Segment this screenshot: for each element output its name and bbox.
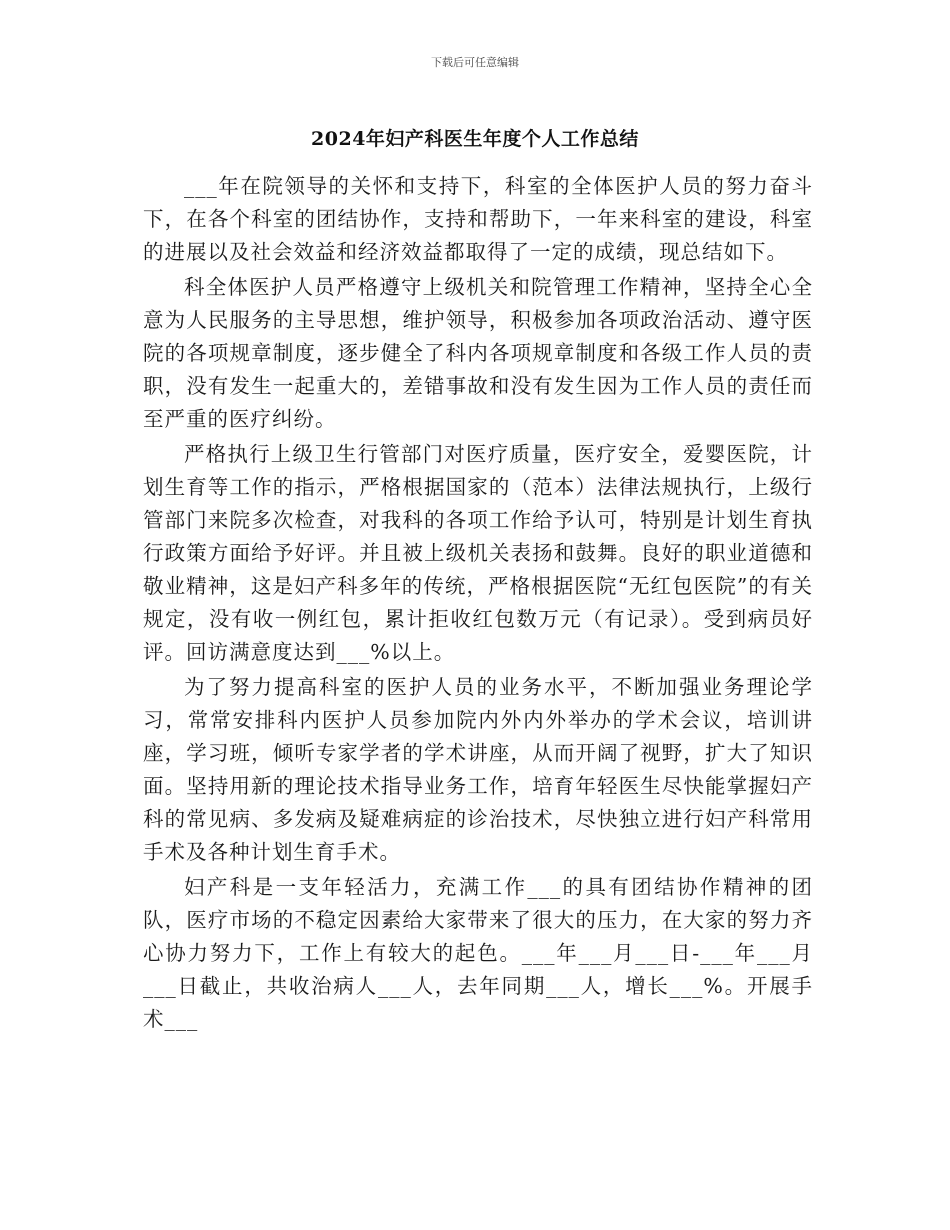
- header-note: 下载后可任意编辑: [431, 56, 519, 69]
- document-title: 2024年妇产科医生年度个人工作总结: [311, 128, 639, 150]
- paragraph: ___年在院领导的关怀和支持下，科室的全体医护人员的努力奋斗下，在各个科室的团结协作，支持和帮助下，一年来科室的建设，科室的进展以及社会效益和经济效益都取得了一定的成绩，现总结如下。: [143, 174, 813, 264]
- paragraph: 妇产科是一支年轻活力，充满工作___的具有团结协作精神的团队，医疗市场的不稳定因素给大家带来了很大的压力，在大家的努力齐心协力努力下，工作上有较大的起色。___年___月___日-___年___月___日截止，共收治病人___人，去年同期___人，增长___%。开展手术___: [143, 875, 813, 1031]
- paragraph: 为了努力提高科室的医护人员的业务水平，不断加强业务理论学习，常常安排科内医护人员参加院内外内外举办的学术会议，培训讲座，学习班，倾听专家学者的学术讲座，从而开阔了视野，扩大了知识面。坚持用新的理论技术指导业务工作，培育年轻医生尽快能掌握妇产科的常见病、多发病及疑难病症的诊治技术，尽快独立进行妇产科常用手术及各种计划生育手术。: [143, 675, 813, 864]
- paragraph: 科全体医护人员严格遵守上级机关和院管理工作精神，坚持全心全意为人民服务的主导思想，维护领导，积极参加各项政治活动、遵守医院的各项规章制度，逐步健全了科内各项规章制度和各级工作人员的责职，没有发生一起重大的，差错事故和没有发生因为工作人员的责任而至严重的医疗纠纷。: [143, 275, 813, 431]
- paragraph: 严格执行上级卫生行管部门对医疗质量，医疗安全，爱婴医院，计划生育等工作的指示，严格根据国家的（范本）法律法规执行，上级行管部门来院多次检查，对我科的各项工作给予认可，特别是计划生育执行政策方面给予好评。并且被上级机关表扬和鼓舞。良好的职业道德和敬业精神，这是妇产科多年的传统，严格根据医院“无红包医院”的有关规定，没有收一例红包，累计拒收红包数万元（有记录）。受到病员好评。回访满意度达到___%以上。: [143, 442, 813, 664]
- document-body: [143, 170, 813, 1038]
